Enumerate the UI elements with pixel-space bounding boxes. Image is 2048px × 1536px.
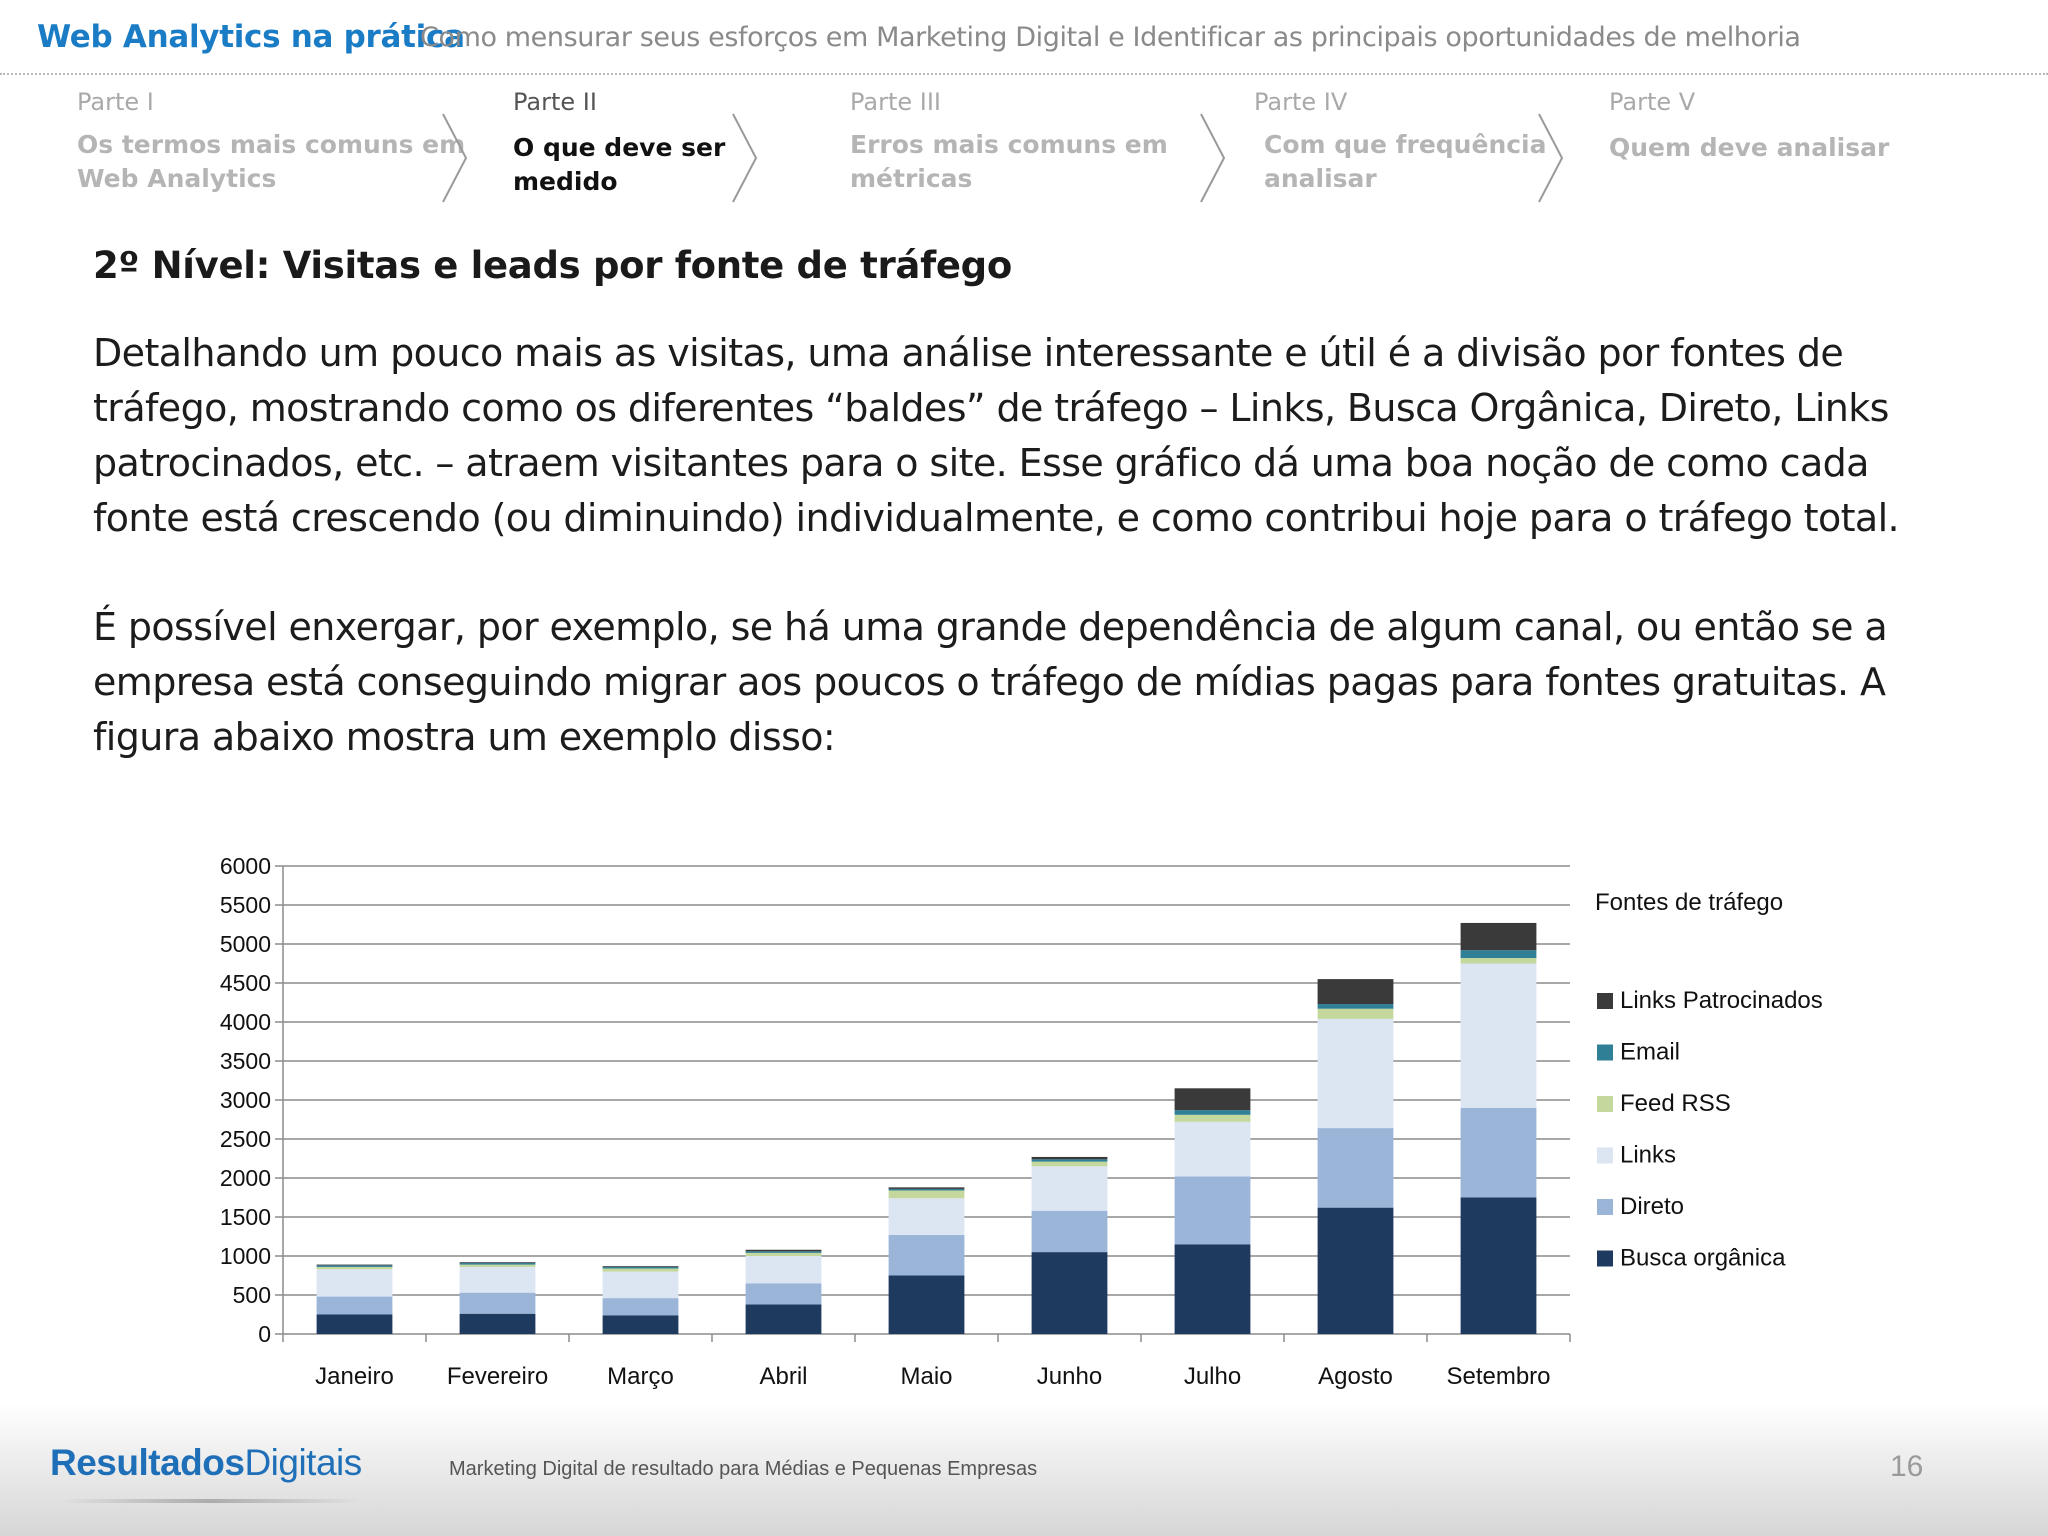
bar-segment — [317, 1265, 393, 1267]
bar-segment — [1175, 1244, 1251, 1334]
slide-header — [0, 0, 2048, 74]
part-4-number: Parte IV — [1254, 88, 1348, 116]
bar-segment — [1318, 1019, 1394, 1128]
slide-footer — [0, 1404, 2048, 1536]
bar-segment — [1461, 923, 1537, 950]
chevron-right-icon — [440, 112, 470, 204]
bar-segment — [460, 1265, 536, 1267]
traffic-sources-chart — [180, 840, 1880, 1400]
bar-segment — [317, 1269, 393, 1296]
part-1-title: Os termos mais comuns em Web Analytics — [77, 130, 466, 193]
legend-swatch — [1597, 993, 1613, 1009]
legend-swatch — [1597, 1199, 1613, 1215]
chevron-right-icon — [1198, 112, 1228, 204]
y-tick-label: 4000 — [219, 1009, 271, 1035]
legend-label: Email — [1620, 1038, 1681, 1066]
x-category-label: Agosto — [1318, 1363, 1393, 1390]
bar-segment — [317, 1267, 393, 1269]
x-category-label: Abril — [759, 1363, 808, 1390]
y-tick-label: 3000 — [219, 1087, 271, 1113]
legend-swatch — [1597, 1096, 1613, 1112]
y-tick-label: 6000 — [219, 853, 271, 879]
footer-tagline: Marketing Digital de resultado para Médias e Pequenas Empresas — [449, 1458, 1038, 1480]
legend-label: Feed RSS — [1620, 1090, 1731, 1117]
y-tick-label: 4500 — [219, 970, 271, 996]
bar-segment — [603, 1298, 679, 1315]
bar-segment — [317, 1265, 393, 1266]
x-category-label: Setembro — [1446, 1363, 1551, 1390]
bar-segment — [1032, 1211, 1108, 1252]
legend-swatch — [1597, 1148, 1613, 1164]
bar-segment — [746, 1256, 822, 1283]
bar-segment — [889, 1190, 965, 1198]
bar-segment — [746, 1304, 822, 1334]
y-tick-label: 0 — [258, 1321, 271, 1347]
bar-segment — [1175, 1176, 1251, 1244]
y-tick-label: 2000 — [219, 1165, 271, 1191]
y-tick-label: 5000 — [219, 931, 271, 957]
bar-segment — [1032, 1157, 1108, 1159]
parts-navigation — [0, 78, 2048, 213]
bar-segment — [460, 1267, 536, 1293]
part-5-number: Parte V — [1609, 88, 1696, 116]
bar-segment — [889, 1189, 965, 1191]
legend-swatch — [1597, 1251, 1613, 1267]
bar-segment — [889, 1276, 965, 1335]
y-tick-label: 1000 — [219, 1243, 271, 1269]
bar-segment — [746, 1250, 822, 1252]
x-category-label: Janeiro — [315, 1363, 394, 1390]
bar-segment — [1318, 1009, 1394, 1019]
legend-label: Direto — [1620, 1193, 1685, 1220]
bar-segment — [603, 1268, 679, 1271]
resultados-digitais-logo: ResultadosDigitais — [50, 1442, 362, 1483]
bar-segment — [1175, 1110, 1251, 1115]
y-tick-label: 1500 — [219, 1204, 271, 1230]
bar-segment — [1032, 1166, 1108, 1210]
bar-segment — [1461, 1198, 1537, 1335]
part-4-title: Com que frequência analisar — [1264, 130, 1547, 193]
y-tick-label: 500 — [232, 1282, 271, 1308]
part-2-number: Parte II — [513, 88, 597, 116]
legend-label: Links Patrocinados — [1620, 987, 1823, 1014]
chevron-right-icon — [730, 112, 760, 204]
y-tick-label: 2500 — [219, 1126, 271, 1152]
bar-segment — [1318, 1004, 1394, 1009]
bar-segment — [746, 1251, 822, 1253]
x-category-label: Fevereiro — [446, 1363, 549, 1390]
part-1-number: Parte I — [77, 88, 154, 116]
page-number: 16 — [1890, 1450, 1924, 1483]
part-3-number: Parte III — [850, 88, 942, 116]
bar-segment — [460, 1293, 536, 1314]
bar-segment — [1461, 950, 1537, 958]
section-title: 2º Nível: Visitas e leads por fonte de tráfego — [93, 244, 1012, 287]
bar-segment — [889, 1187, 965, 1189]
x-category-label: Julho — [1183, 1363, 1242, 1390]
x-category-label: Junho — [1036, 1363, 1103, 1390]
legend-swatch — [1597, 1045, 1613, 1061]
legend-label: Links — [1620, 1141, 1677, 1169]
bar-segment — [1318, 1208, 1394, 1334]
bar-segment — [1461, 958, 1537, 963]
bar-segment — [1032, 1252, 1108, 1334]
bar-segment — [317, 1315, 393, 1335]
bar-segment — [603, 1315, 679, 1334]
bar-segment — [1175, 1122, 1251, 1177]
part-2-title: O que deve ser medido — [513, 133, 726, 196]
ebook-subtitle: Como mensurar seus esforços em Marketing Digital e Identificar as principais oportunidades de melhoria — [420, 22, 1801, 53]
paragraph-1: Detalhando um pouco mais as visitas, uma análise interessante e útil é a divisão por fontes de tráfego, mostrando como os diferentes “baldes” de tráfego – Links, Busca Orgânica, Direto, Links patrocinados, etc. – atraem visitantes para o site. Esse gráfico dá uma boa noção de como cada fonte está crescendo (ou diminuindo) individualmente, e como contribui hoje para o tráfego total. — [93, 331, 1900, 540]
bar-segment — [889, 1198, 965, 1235]
y-tick-label: 5500 — [219, 892, 271, 918]
legend-label: Busca orgânica — [1620, 1244, 1786, 1272]
bar-segment — [460, 1262, 536, 1263]
logo-underline — [60, 1499, 360, 1503]
chevron-right-icon — [1536, 112, 1566, 204]
legend-title: Fontes de tráfego — [1595, 889, 1784, 916]
bar-segment — [317, 1297, 393, 1315]
bar-segment — [460, 1263, 536, 1265]
bar-segment — [889, 1235, 965, 1276]
part-5-title: Quem deve analisar — [1609, 133, 1890, 162]
bar-segment — [1032, 1162, 1108, 1167]
bar-segment — [746, 1283, 822, 1304]
bar-segment — [1461, 964, 1537, 1108]
y-tick-label: 3500 — [219, 1048, 271, 1074]
bar-segment — [1175, 1115, 1251, 1122]
ebook-title: Web Analytics na prática — [37, 19, 465, 55]
bar-segment — [746, 1253, 822, 1256]
bar-segment — [1318, 1128, 1394, 1208]
bar-segment — [603, 1272, 679, 1299]
bar-segment — [603, 1267, 679, 1269]
bar-segment — [1175, 1088, 1251, 1110]
bar-segment — [1461, 1108, 1537, 1198]
bar-segment — [603, 1266, 679, 1267]
x-category-label: Março — [607, 1363, 674, 1390]
x-category-label: Maio — [900, 1363, 953, 1390]
bar-segment — [460, 1314, 536, 1334]
header-divider — [0, 73, 2048, 75]
paragraph-2: É possível enxergar, por exemplo, se há uma grande dependência de algum canal, ou então se a empresa está conseguindo migrar aos poucos o tráfego de mídias pagas para fontes gratuitas. A figura abaixo mostra um exemplo disso: — [93, 605, 1888, 759]
bar-segment — [1318, 979, 1394, 1004]
part-3-title: Erros mais comuns em métricas — [850, 130, 1168, 193]
bar-segment — [1032, 1159, 1108, 1161]
